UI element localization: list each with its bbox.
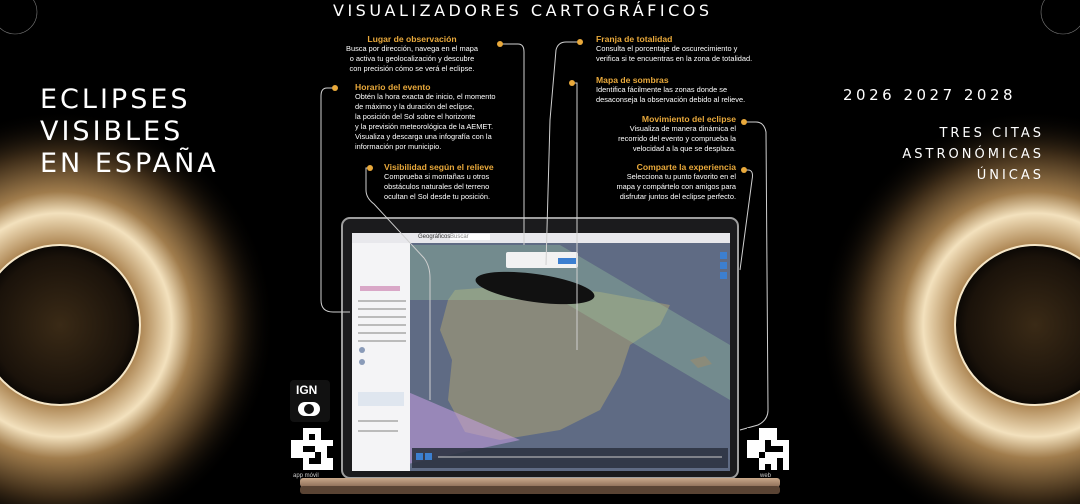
qr-pattern-icon xyxy=(291,428,333,470)
left-title-line: ECLIPSES xyxy=(40,84,191,115)
tagline-line: ÚNICAS xyxy=(976,168,1044,183)
ign-label: IGN xyxy=(296,383,318,397)
qr-code-web[interactable] xyxy=(747,428,789,470)
feature-comparte xyxy=(590,162,736,202)
page-title: VISUALIZADORES CARTOGRÁFICOS xyxy=(333,1,713,20)
feature-title: Franja de totalidad xyxy=(596,34,673,44)
feature-desc-line: con precisión cómo se verá el eclipse. xyxy=(349,64,475,73)
feature-desc-line: ocultan el Sol desde tu posición. xyxy=(384,192,491,201)
corner-ornament-left xyxy=(0,0,37,34)
feature-desc-line: Busca por dirección, navega en el mapa xyxy=(346,44,478,53)
left-title-line: VISIBLES xyxy=(40,116,184,147)
feature-title: Visibilidad según el relieve xyxy=(384,162,494,172)
feature-horario xyxy=(355,82,525,152)
ign-logo xyxy=(290,380,330,422)
feature-desc-line: velocidad a la que se desplaza. xyxy=(632,144,736,153)
feature-title: Horario del evento xyxy=(355,82,431,92)
feature-desc-line: la posición del Sol sobre el horizonte xyxy=(355,112,476,121)
tagline-line: ASTRONÓMICAS xyxy=(902,147,1044,162)
years-label: 2026 2027 2028 xyxy=(843,86,1017,104)
qr-pattern-icon xyxy=(747,428,789,470)
feature-desc-line: Visualiza de manera dinámica el xyxy=(629,124,736,133)
feature-desc-line: desaconseja la observación debido al relieve. xyxy=(596,95,746,104)
feature-title: Mapa de sombras xyxy=(596,75,669,85)
feature-title: Lugar de observación xyxy=(367,34,457,44)
feature-movimiento xyxy=(590,114,736,154)
ign-eclipse-icon-inner xyxy=(304,404,314,414)
feature-desc-line: información por municipio. xyxy=(355,142,442,151)
app-name: Geográficos xyxy=(418,234,451,240)
feature-desc-line: Comprueba si montañas u otros xyxy=(384,172,490,181)
tagline-line: TRES CITAS xyxy=(939,126,1044,141)
feature-title: Movimiento del eclipse xyxy=(641,114,736,124)
qr-web-label: web xyxy=(760,473,772,479)
corner-ornament-right xyxy=(1041,0,1080,34)
feature-desc-line: o activa tu geolocalización y descubre xyxy=(349,54,475,63)
feature-desc-line: Consulta el porcentaje de oscurecimiento y xyxy=(596,44,738,53)
feature-desc-line: Obtén la hora exacta de inicio, el momento xyxy=(355,92,496,101)
left-title xyxy=(40,84,219,180)
feature-desc-line: mapa y compártelo con amigos para xyxy=(616,182,736,191)
feature-visibilidad xyxy=(384,162,524,202)
map-sidebar xyxy=(352,243,410,471)
feature-sombras xyxy=(596,75,776,105)
feature-desc-line: Identifica fácilmente las zonas donde se xyxy=(596,85,728,94)
feature-desc-line: Selecciona tu punto favorito en el xyxy=(626,172,736,181)
feature-desc-line: recorrido del evento y comprueba la xyxy=(618,134,736,143)
feature-desc-line: obstáculos naturales del terreno xyxy=(384,182,490,191)
qr-code-app[interactable] xyxy=(291,428,333,470)
feature-desc-line: y la previsión meteorológica de la AEMET. xyxy=(355,122,494,131)
feature-desc-line: disfrutar juntos del eclipse perfecto. xyxy=(619,192,736,201)
map-search-input[interactable]: Buscar xyxy=(450,234,490,240)
feature-title: Comparte la experiencia xyxy=(636,162,736,172)
left-title-line: EN ESPAÑA xyxy=(40,148,219,179)
feature-desc-line: Visualiza y descarga una infografía con la xyxy=(355,132,492,141)
feature-desc-line: verifica si te encuentras en la zona de totalidad. xyxy=(596,54,753,63)
feature-franja xyxy=(596,34,796,64)
feature-desc-line: de máximo y la duración del eclipse, xyxy=(355,102,475,111)
qr-app-label: app móvil xyxy=(293,473,319,479)
right-tagline xyxy=(902,123,1044,186)
feature-lugar xyxy=(333,34,491,74)
